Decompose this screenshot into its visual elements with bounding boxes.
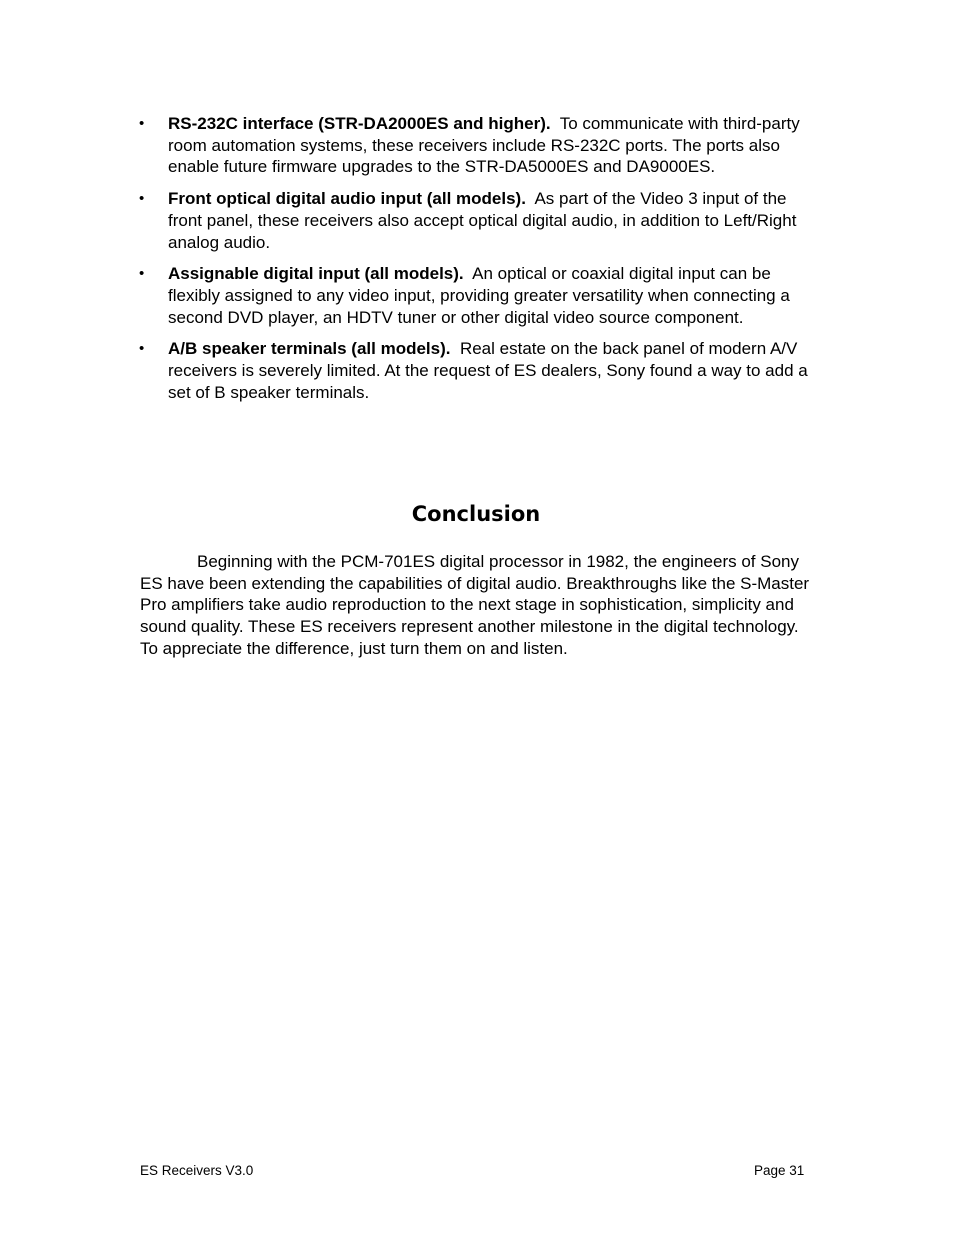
bullet-item-assignable-digital bbox=[139, 263, 818, 328]
bullet-item-ab-speaker bbox=[139, 338, 818, 403]
conclusion-heading: Conclusion bbox=[411, 502, 541, 526]
bullet-text: As part of the Video 3 input of the front panel, these receivers also accept optical digital audio, in addition to Left/Right analog audio. bbox=[168, 189, 797, 252]
bullet-item-front-optical bbox=[139, 188, 818, 253]
bullet-text: Real estate on the back panel of modern A/V receivers is severely limited. At the request of ES dealers, Sony found a way to add a set of B speaker terminals. bbox=[168, 339, 808, 402]
bullet-title: RS-232C interface (STR-DA2000ES and higher). bbox=[168, 114, 551, 133]
bullet-dot-icon: • bbox=[139, 340, 145, 358]
bullet-text: An optical or coaxial digital input can be flexibly assigned to any video input, providing greater versatility when connecting a second DVD player, an HDTV tuner or other digital video source component. bbox=[168, 264, 790, 327]
bullet-text: To communicate with third-party room automation systems, these receivers include RS-232C ports. The ports also enable future firmware upgrades to the STR-DA5000ES and DA9000ES. bbox=[168, 114, 800, 177]
footer-page-number: Page 31 bbox=[754, 1163, 805, 1178]
feature-bullet-list bbox=[139, 113, 818, 413]
bullet-title: Assignable digital input (all models). bbox=[168, 264, 464, 284]
bullet-dot-icon: • bbox=[139, 115, 145, 132]
bullet-item-rs232c bbox=[139, 113, 818, 178]
bullet-dot-icon: • bbox=[139, 265, 145, 283]
bullet-dot-icon: • bbox=[139, 190, 145, 208]
footer-document-name: ES Receivers V3.0 bbox=[140, 1163, 254, 1178]
bullet-title: A/B speaker terminals (all models). bbox=[168, 339, 451, 359]
conclusion-paragraph: Beginning with the PCM-701ES digital processor in 1982, the engineers of Sony ES have been extending the capabilities of digital audio. Breakthroughs like the S-Master Pro amplifiers take audio reproduction to the next stage in sophistication, simplicity and sound quality. These ES receivers represent another milestone in the digital technology. To appreciate the difference, just turn them on and listen. bbox=[140, 552, 810, 658]
bullet-title: Front optical digital audio input (all models). bbox=[168, 189, 526, 209]
